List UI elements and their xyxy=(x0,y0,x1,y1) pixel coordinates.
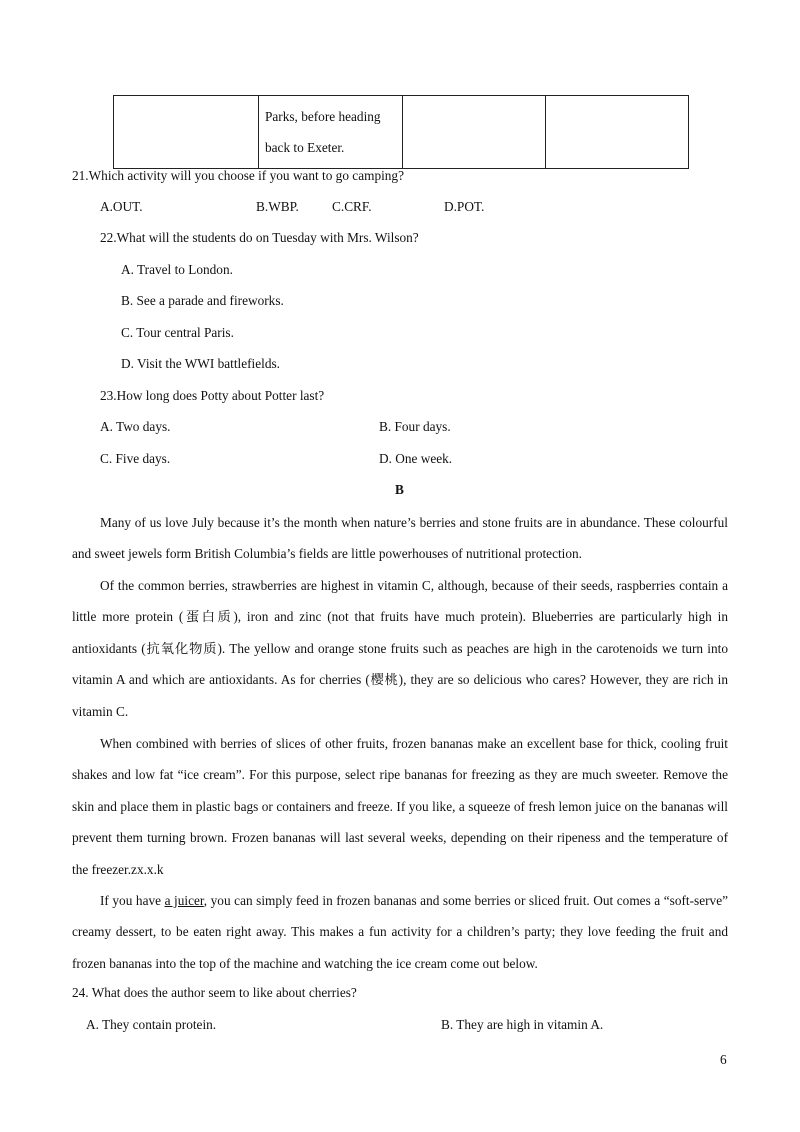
q22-option-d: D. Visit the WWI battlefields. xyxy=(121,356,280,371)
question-21: 21.Which activity will you choose if you want to go camping? xyxy=(72,168,404,183)
q23-option-d: D. One week. xyxy=(379,451,453,466)
q21-option-c: C.CRF. xyxy=(332,199,372,214)
table-cell xyxy=(114,96,259,169)
q22-option-c: C. Tour central Paris. xyxy=(121,325,234,340)
section-heading: B xyxy=(395,482,404,497)
passage-paragraph xyxy=(72,885,728,979)
activity-table xyxy=(113,95,689,169)
passage-paragraph xyxy=(72,728,728,885)
table-row xyxy=(114,96,689,169)
underlined-phrase: a juicer xyxy=(164,893,204,908)
question-22: 22.What will the students do on Tuesday with Mrs. Wilson? xyxy=(100,230,419,245)
q22-option-b: B. See a parade and fireworks. xyxy=(121,293,284,308)
page-number: 6 xyxy=(720,1052,727,1067)
q21-option-a: A.OUT. xyxy=(100,199,143,214)
question-24: 24. What does the author seem to like about cherries? xyxy=(72,985,357,1000)
paragraph-text: , you can simply feed in frozen bananas and some berries or sliced fruit. Out comes a “soft-serve” creamy dessert, to be eaten right away. This makes a fun activity for a children’s party; they love feeding the fruit and frozen bananas into the top of the machine and watching the ice cream come out below. xyxy=(72,893,728,971)
q21-option-b: B.WBP. xyxy=(256,199,299,214)
q23-option-c: C. Five days. xyxy=(100,451,171,466)
table-cell-line: Parks, before heading xyxy=(265,109,381,124)
table-cell xyxy=(546,96,689,169)
paragraph-text: Of the common berries, strawberries are highest in vitamin C, although, because of their seeds, raspberries contain a little more protein (蛋白质), iron and zinc (not that fruits have much protein). Blueberries are particularly high in antioxidants (抗氧化物质). The yellow and orange stone fruits such as peaches are high in the carotenoids we turn into vitamin A and which are antioxidants. As for cherries (樱桃), they are so delicious who cares? However, they are rich in vitamin C. xyxy=(72,578,728,719)
passage-paragraph xyxy=(72,507,728,570)
q21-option-d: D.POT. xyxy=(444,199,485,214)
table-cell xyxy=(403,96,546,169)
table-cell-line: back to Exeter. xyxy=(265,140,345,155)
q23-option-a: A. Two days. xyxy=(100,419,171,434)
paragraph-text: Many of us love July because it’s the month when nature’s berries and stone fruits are in abundance. These colourful and sweet jewels form British Columbia’s fields are little powerhouses of nutritional protection. xyxy=(72,515,728,562)
q24-option-b: B. They are high in vitamin A. xyxy=(441,1017,604,1032)
paragraph-text: When combined with berries of slices of other fruits, frozen bananas make an excellent base for thick, cooling fruit shakes and low fat “ice cream”. For this purpose, select ripe bananas for freezing as they are much sweeter. Remove the skin and place them in plastic bags or containers and freeze. If you like, a squeeze of fresh lemon juice on the bananas will prevent them turning brown. Frozen bananas will last several weeks, depending on their ripeness and the temperature of the freezer.zx.x.k xyxy=(72,736,728,877)
q23-option-b: B. Four days. xyxy=(379,419,451,434)
paragraph-text: If you have xyxy=(100,893,165,908)
question-23: 23.How long does Potty about Potter last? xyxy=(100,388,325,403)
q24-option-a: A. They contain protein. xyxy=(86,1017,217,1032)
q22-option-a: A. Travel to London. xyxy=(121,262,233,277)
table-cell xyxy=(259,96,403,169)
passage-paragraph xyxy=(72,570,728,727)
